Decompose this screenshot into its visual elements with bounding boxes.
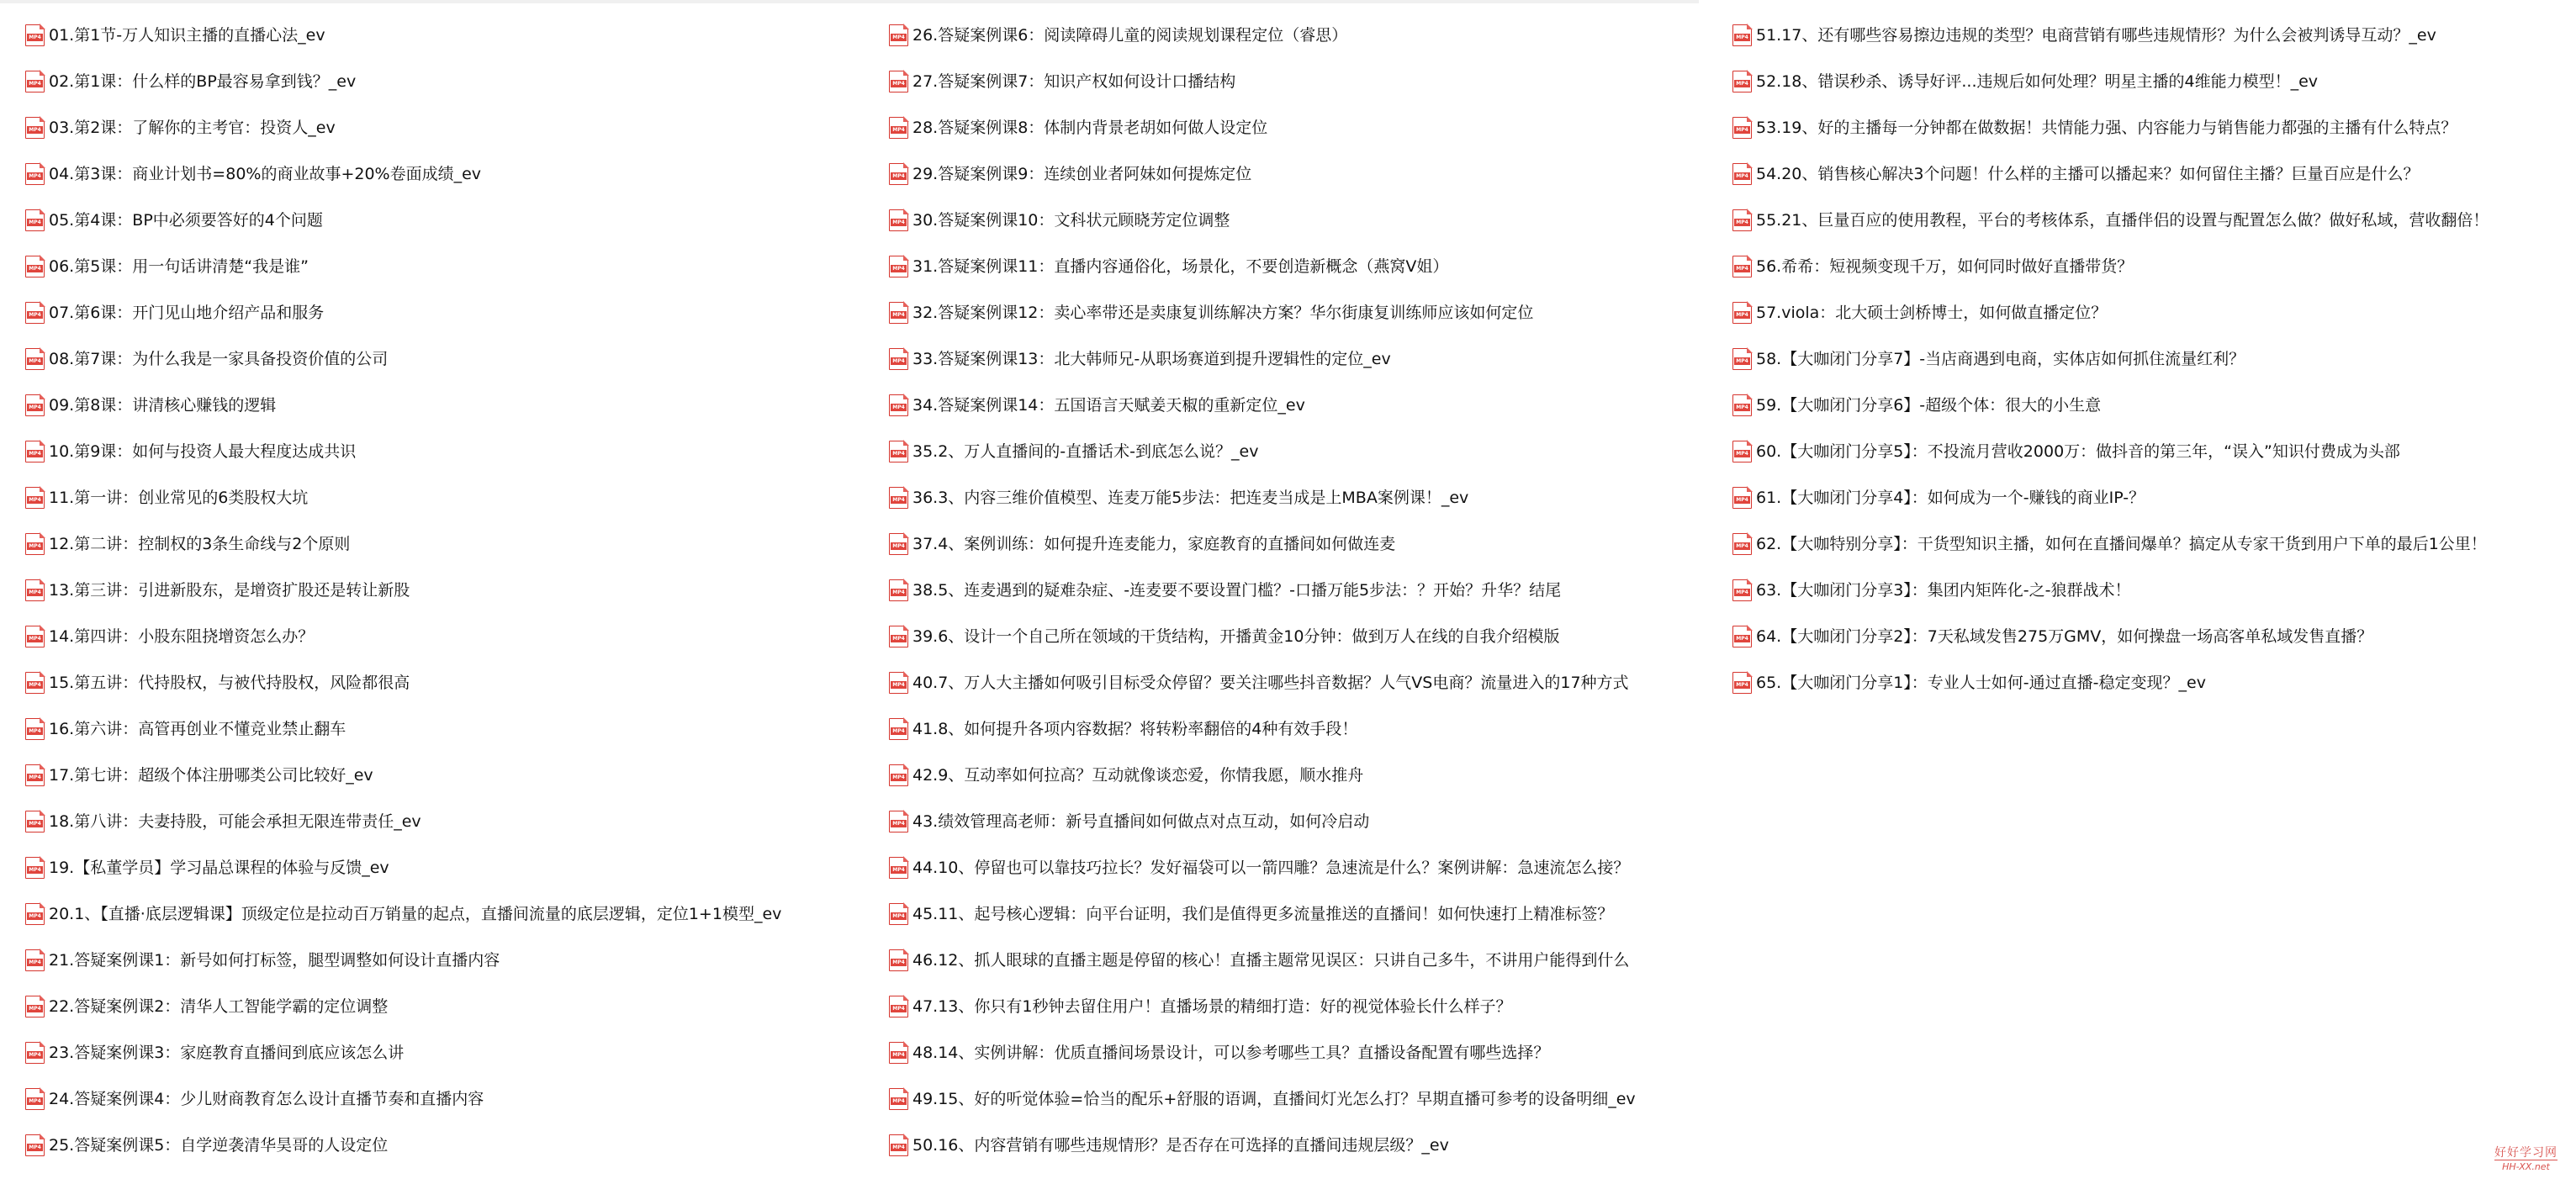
- file-name: 35.2、万人直播间的-直播话术-到底怎么说？_ev: [912, 441, 1259, 461]
- file-item[interactable]: [889, 474, 1636, 521]
- file-type-badge: MP4: [891, 1097, 907, 1105]
- video-file-icon: [25, 302, 45, 324]
- file-item[interactable]: [25, 659, 781, 706]
- file-name: 09.第8课：讲清核心赚钱的逻辑: [49, 395, 277, 415]
- video-file-icon: [1732, 24, 1752, 46]
- file-name: 18.第八讲：夫妻持股，可能会承担无限连带责任_ev: [49, 811, 421, 831]
- file-name: 51.17、还有哪些容易擦边违规的类型？电商营销有哪些违规情形？为什么会被判诱导互动？_ev: [1756, 25, 2436, 45]
- video-file-icon: [1732, 163, 1752, 185]
- file-type-badge: MP4: [27, 496, 43, 504]
- file-item[interactable]: [25, 983, 781, 1029]
- video-file-icon: [25, 163, 45, 185]
- file-name: 33.答疑案例课13：北大韩师兄-从职场赛道到提升逻辑性的定位_ev: [912, 349, 1391, 368]
- file-item[interactable]: [1732, 474, 2489, 521]
- file-type-badge: MP4: [27, 450, 43, 457]
- file-item[interactable]: [1732, 289, 2489, 336]
- file-type-badge: MP4: [27, 80, 43, 87]
- file-name: 23.答疑案例课3：家庭教育直播间到底应该怎么讲: [49, 1043, 405, 1062]
- video-file-icon: [889, 857, 908, 879]
- file-name: 56.希希：短视频变现千万，如何同时做好直播带货？: [1756, 256, 2134, 276]
- file-name: 25.答疑案例课5：自学逆袭清华昊哥的人设定位: [49, 1135, 389, 1155]
- file-name: 13.第三讲：引进新股东，是增资扩股还是转让新股: [49, 580, 410, 600]
- file-name: 42.9、互动率如何拉高？互动就像谈恋爱，你情我愿，顺水推舟: [912, 765, 1364, 785]
- file-name: 58.【大咖闭门分享7】-当店商遇到电商，实体店如何抓住流量红利？: [1756, 349, 2245, 368]
- video-file-icon: [25, 996, 45, 1018]
- video-file-icon: [1732, 579, 1752, 601]
- video-file-icon: [25, 117, 45, 139]
- file-type-badge: MP4: [27, 311, 43, 319]
- file-item[interactable]: [1732, 567, 2489, 613]
- file-item[interactable]: [25, 1029, 781, 1076]
- file-name: 64.【大咖闭门分享2】：7天私域发售275万GMV，如何操盘一场高客单私域发售直播？: [1756, 626, 2373, 646]
- file-item[interactable]: [1732, 428, 2489, 474]
- file-name: 28.答疑案例课8：体制内背景老胡如何做人设定位: [912, 118, 1268, 137]
- file-type-badge: MP4: [27, 542, 43, 550]
- file-item[interactable]: [25, 844, 781, 891]
- video-file-icon: [1732, 348, 1752, 370]
- file-type-badge: MP4: [27, 912, 43, 920]
- file-name: 53.19、好的主播每一分钟都在做数据！共情能力强、内容能力与销售能力都强的主播有什么特点？: [1756, 118, 2457, 137]
- file-type-badge: MP4: [891, 450, 907, 457]
- file-name: 45.11、起号核心逻辑：向平台证明，我们是值得更多流量推送的直播间！如何快速打上精准标签？: [912, 904, 1614, 923]
- file-name: 48.14、实例讲解：优质直播间场景设计，可以参考哪些工具？直播设备配置有哪些选择？: [912, 1043, 1550, 1062]
- file-item[interactable]: [25, 706, 781, 752]
- file-item[interactable]: [889, 12, 1636, 58]
- file-type-badge: MP4: [27, 219, 43, 226]
- video-file-icon: [1732, 626, 1752, 648]
- file-name: 40.7、万人大主播如何吸引目标受众停留？要关注哪些抖音数据？人气VS电商？流量进入的17种方式: [912, 673, 1629, 692]
- video-file-icon: [1732, 487, 1752, 509]
- video-file-icon: [889, 903, 908, 925]
- video-file-icon: [25, 487, 45, 509]
- video-file-icon: [25, 1134, 45, 1156]
- video-file-icon: [1732, 441, 1752, 462]
- file-type-badge: MP4: [1734, 635, 1750, 642]
- file-type-badge: MP4: [1734, 265, 1750, 272]
- file-type-badge: MP4: [1734, 172, 1750, 180]
- file-type-badge: MP4: [891, 496, 907, 504]
- file-name: 32.答疑案例课12：卖心率带还是卖康复训练解决方案？华尔街康复训练师应该如何定位: [912, 303, 1534, 322]
- video-file-icon: [1732, 71, 1752, 92]
- file-type-badge: MP4: [27, 727, 43, 735]
- video-file-icon: [889, 1042, 908, 1064]
- video-file-icon: [1732, 256, 1752, 278]
- file-type-badge: MP4: [891, 126, 907, 134]
- watermark-site-name: 好好学习网: [2494, 1146, 2557, 1160]
- file-type-badge: MP4: [891, 774, 907, 781]
- file-name: 27.答疑案例课7：知识产权如何设计口播结构: [912, 71, 1236, 91]
- file-type-badge: MP4: [891, 727, 907, 735]
- file-item[interactable]: [889, 983, 1636, 1029]
- video-file-icon: [25, 394, 45, 416]
- file-type-badge: MP4: [1734, 311, 1750, 319]
- video-file-icon: [1732, 672, 1752, 694]
- video-file-icon: [889, 1134, 908, 1156]
- file-item[interactable]: [889, 382, 1636, 428]
- file-item[interactable]: [1732, 151, 2489, 197]
- file-type-badge: MP4: [891, 357, 907, 365]
- file-item[interactable]: [1732, 12, 2489, 58]
- file-name: 43.绩效管理高老师：新号直播间如何做点对点互动，如何冷启动: [912, 811, 1370, 831]
- video-file-icon: [889, 209, 908, 231]
- file-name: 17.第七讲：超级个体注册哪类公司比较好_ev: [49, 765, 373, 785]
- video-file-icon: [25, 626, 45, 648]
- file-type-badge: MP4: [891, 589, 907, 596]
- file-item[interactable]: [889, 521, 1636, 567]
- file-item[interactable]: [889, 104, 1636, 151]
- file-item[interactable]: [25, 798, 781, 844]
- file-item[interactable]: [889, 336, 1636, 382]
- file-name: 02.第1课：什么样的BP最容易拿到钱？_ev: [49, 71, 357, 91]
- file-name: 62.【大咖特别分享】：干货型知识主播，如何在直播间爆单？搞定从专家干货到用户下单的最后1公里！: [1756, 534, 2487, 553]
- file-type-badge: MP4: [891, 34, 907, 41]
- file-type-badge: MP4: [891, 265, 907, 272]
- file-name: 52.18、错误秒杀、诱导好评...违规后如何处理？明星主播的4维能力模型！_ev: [1756, 71, 2319, 91]
- file-item[interactable]: [1732, 104, 2489, 151]
- file-name: 31.答疑案例课11：直播内容通俗化，场景化，不要创造新概念（燕窝V姐）: [912, 256, 1449, 276]
- file-type-badge: MP4: [27, 1097, 43, 1105]
- video-file-icon: [25, 579, 45, 601]
- file-type-badge: MP4: [1734, 542, 1750, 550]
- file-item[interactable]: [889, 151, 1636, 197]
- video-file-icon: [889, 764, 908, 786]
- file-name: 54.20、销售核心解决3个问题！什么样的主播可以播起来？如何留住主播？巨量百应是什么？: [1756, 164, 2420, 183]
- file-name: 14.第四讲：小股东阻挠增资怎么办？: [49, 626, 315, 646]
- file-item[interactable]: [889, 659, 1636, 706]
- file-type-badge: MP4: [891, 635, 907, 642]
- file-type-badge: MP4: [891, 172, 907, 180]
- file-name: 26.答疑案例课6：阅读障碍儿童的阅读规划课程定位（睿思）: [912, 25, 1348, 45]
- file-name: 30.答疑案例课10：文科状元顾晓芳定位调整: [912, 210, 1230, 230]
- video-file-icon: [889, 163, 908, 185]
- file-name: 61.【大咖闭门分享4】：如何成为一个-赚钱的商业IP-？: [1756, 488, 2145, 507]
- file-item[interactable]: [25, 1122, 781, 1168]
- file-type-badge: MP4: [27, 126, 43, 134]
- file-item[interactable]: [889, 243, 1636, 289]
- file-name: 50.16、内容营销有哪些违规情形？是否存在可选择的直播间违规层级？_ev: [912, 1135, 1449, 1155]
- video-file-icon: [25, 764, 45, 786]
- file-name: 20.1、【直播·底层逻辑课】顶级定位是拉动百万销量的起点，直播间流量的底层逻辑，定位1+1模型_ev: [49, 904, 782, 923]
- file-name: 46.12、抓人眼球的直播主题是停留的核心！直播主题常见误区：只讲自己多牛，不讲用户能得到什么: [912, 950, 1630, 970]
- video-file-icon: [889, 348, 908, 370]
- file-item[interactable]: [1732, 659, 2489, 706]
- file-type-badge: MP4: [1734, 357, 1750, 365]
- file-item[interactable]: [25, 521, 781, 567]
- file-name: 06.第5课：用一句话讲清楚“我是谁”: [49, 256, 309, 276]
- file-item[interactable]: [889, 706, 1636, 752]
- video-file-icon: [889, 626, 908, 648]
- file-column-1: [25, 12, 781, 1168]
- file-type-badge: MP4: [27, 357, 43, 365]
- file-item[interactable]: [889, 613, 1636, 659]
- file-name: 63.【大咖闭门分享3】：集团内矩阵化-之-狼群战术！: [1756, 580, 2131, 600]
- file-item[interactable]: [889, 937, 1636, 983]
- file-type-badge: MP4: [891, 1051, 907, 1059]
- video-file-icon: [25, 1088, 45, 1110]
- video-file-icon: [889, 487, 908, 509]
- file-type-badge: MP4: [27, 589, 43, 596]
- file-name: 24.答疑案例课4：少儿财商教育怎么设计直播节奏和直播内容: [49, 1089, 484, 1108]
- file-type-badge: MP4: [27, 774, 43, 781]
- file-name: 49.15、好的听觉体验=恰当的配乐+舒服的语调，直播间灯光怎么打？早期直播可参考的设备明细_ev: [912, 1089, 1636, 1108]
- file-item[interactable]: [25, 58, 781, 104]
- file-type-badge: MP4: [27, 866, 43, 874]
- file-type-badge: MP4: [27, 404, 43, 411]
- file-name: 08.第7课：为什么我是一家具备投资价值的公司: [49, 349, 389, 368]
- file-item[interactable]: [25, 937, 781, 983]
- file-item[interactable]: [1732, 58, 2489, 104]
- file-item[interactable]: [889, 752, 1636, 798]
- file-item[interactable]: [889, 428, 1636, 474]
- video-file-icon: [889, 579, 908, 601]
- file-name: 57.viola：北大硕士剑桥博士，如何做直播定位？: [1756, 303, 2108, 322]
- file-name: 65.【大咖闭门分享1】：专业人士如何-通过直播-稳定变现？_ev: [1756, 673, 2206, 692]
- file-name: 38.5、连麦遇到的疑难杂症、-连麦要不要设置门槛？-口播万能5步法：？开始？升华？结尾: [912, 580, 1562, 600]
- video-file-icon: [889, 996, 908, 1018]
- video-file-icon: [25, 857, 45, 879]
- file-type-badge: MP4: [1734, 450, 1750, 457]
- video-file-icon: [889, 302, 908, 324]
- file-item[interactable]: [889, 1122, 1636, 1168]
- file-name: 21.答疑案例课1：新号如何打标签，腿型调整如何设计直播内容: [49, 950, 500, 970]
- file-type-badge: MP4: [1734, 589, 1750, 596]
- video-file-icon: [889, 441, 908, 462]
- file-item[interactable]: [1732, 521, 2489, 567]
- file-item[interactable]: [889, 1029, 1636, 1076]
- file-item[interactable]: [25, 891, 781, 937]
- file-type-badge: MP4: [891, 542, 907, 550]
- video-file-icon: [889, 71, 908, 92]
- video-file-icon: [25, 441, 45, 462]
- file-type-badge: MP4: [891, 404, 907, 411]
- video-file-icon: [25, 348, 45, 370]
- file-item[interactable]: [25, 289, 781, 336]
- video-file-icon: [25, 71, 45, 92]
- file-type-badge: MP4: [891, 912, 907, 920]
- file-item[interactable]: [25, 12, 781, 58]
- file-name: 15.第五讲：代持股权，与被代持股权，风险都很高: [49, 673, 410, 692]
- file-item[interactable]: [889, 197, 1636, 243]
- file-name: 39.6、设计一个自己所在领域的干货结构，开播黄金10分钟：做到万人在线的自我介绍模版: [912, 626, 1560, 646]
- file-type-badge: MP4: [27, 34, 43, 41]
- file-type-badge: MP4: [27, 265, 43, 272]
- file-name: 05.第4课：BP中必须要答好的4个问题: [49, 210, 323, 230]
- file-item[interactable]: [25, 104, 781, 151]
- video-file-icon: [889, 672, 908, 694]
- file-name: 44.10、停留也可以靠技巧拉长？发好福袋可以一箭四雕？急速流是什么？案例讲解：急速流怎么接？: [912, 858, 1630, 877]
- video-file-icon: [1732, 394, 1752, 416]
- file-type-badge: MP4: [27, 172, 43, 180]
- video-file-icon: [889, 394, 908, 416]
- file-item[interactable]: [25, 151, 781, 197]
- video-file-icon: [25, 1042, 45, 1064]
- file-name: 37.4、案例训练：如何提升连麦能力，家庭教育的直播间如何做连麦: [912, 534, 1396, 553]
- file-item[interactable]: [889, 798, 1636, 844]
- file-name: 01.第1节-万人知识主播的直播心法_ev: [49, 25, 325, 45]
- video-file-icon: [25, 256, 45, 278]
- file-name: 34.答疑案例课14：五国语言天赋姜天椒的重新定位_ev: [912, 395, 1305, 415]
- file-name: 10.第9课：如何与投资人最大程度达成共识: [49, 441, 357, 461]
- video-file-icon: [889, 256, 908, 278]
- file-type-badge: MP4: [891, 820, 907, 827]
- video-file-icon: [25, 209, 45, 231]
- file-item[interactable]: [889, 567, 1636, 613]
- file-type-badge: MP4: [891, 219, 907, 226]
- file-item[interactable]: [889, 891, 1636, 937]
- video-file-icon: [889, 811, 908, 832]
- video-file-icon: [889, 718, 908, 740]
- file-type-badge: MP4: [891, 866, 907, 874]
- file-type-badge: MP4: [27, 635, 43, 642]
- file-item[interactable]: [1732, 336, 2489, 382]
- file-type-badge: MP4: [1734, 34, 1750, 41]
- watermark-site-url: HH-XX.net: [2494, 1160, 2557, 1174]
- file-type-badge: MP4: [1734, 496, 1750, 504]
- file-item[interactable]: [889, 844, 1636, 891]
- video-file-icon: [25, 672, 45, 694]
- video-file-icon: [889, 533, 908, 555]
- file-type-badge: MP4: [1734, 80, 1750, 87]
- video-file-icon: [1732, 209, 1752, 231]
- file-type-badge: MP4: [27, 1005, 43, 1012]
- file-name: 60.【大咖闭门分享5】：不投流月营收2000万：做抖音的第三年，“误入”知识付费成为头部: [1756, 441, 2400, 461]
- video-file-icon: [889, 949, 908, 971]
- video-file-icon: [1732, 302, 1752, 324]
- site-watermark: [2494, 1146, 2557, 1174]
- file-name: 59.【大咖闭门分享6】-超级个体：很大的小生意: [1756, 395, 2102, 415]
- file-type-badge: MP4: [27, 959, 43, 966]
- file-name: 03.第2课：了解你的主考官：投资人_ev: [49, 118, 336, 137]
- file-item[interactable]: [1732, 197, 2489, 243]
- file-type-badge: MP4: [1734, 404, 1750, 411]
- file-type-badge: MP4: [27, 1051, 43, 1059]
- video-file-icon: [889, 117, 908, 139]
- file-name: 11.第一讲：创业常见的6类股权大坑: [49, 488, 309, 507]
- file-name: 36.3、内容三维价值模型、连麦万能5步法：把连麦当成是上MBA案例课！_ev: [912, 488, 1469, 507]
- file-name: 55.21、巨量百应的使用教程，平台的考核体系，直播伴侣的设置与配置怎么做？做好私域，营收翻倍！: [1756, 210, 2489, 230]
- file-type-badge: MP4: [891, 1005, 907, 1012]
- file-name: 19.【私董学员】学习晶总课程的体验与反馈_ev: [49, 858, 389, 877]
- file-item[interactable]: [1732, 243, 2489, 289]
- file-item[interactable]: [25, 428, 781, 474]
- file-item[interactable]: [25, 1076, 781, 1122]
- video-file-icon: [25, 949, 45, 971]
- file-column-2: [889, 12, 1636, 1168]
- file-item[interactable]: [1732, 382, 2489, 428]
- video-file-icon: [25, 24, 45, 46]
- file-item[interactable]: [1732, 613, 2489, 659]
- video-file-icon: [889, 24, 908, 46]
- file-type-badge: MP4: [891, 1144, 907, 1151]
- file-item[interactable]: [889, 289, 1636, 336]
- video-file-icon: [889, 1088, 908, 1110]
- file-type-badge: MP4: [1734, 126, 1750, 134]
- file-item[interactable]: [889, 1076, 1636, 1122]
- file-item[interactable]: [889, 58, 1636, 104]
- file-name: 16.第六讲：高管再创业不懂竞业禁止翻车: [49, 719, 346, 738]
- file-type-badge: MP4: [27, 820, 43, 827]
- video-file-icon: [25, 903, 45, 925]
- video-file-icon: [25, 533, 45, 555]
- file-name: 12.第二讲：控制权的3条生命线与2个原则: [49, 534, 351, 553]
- file-type-badge: MP4: [27, 1144, 43, 1151]
- file-name: 07.第6课：开门见山地介绍产品和服务: [49, 303, 325, 322]
- file-name: 29.答疑案例课9：连续创业者阿妹如何提炼定位: [912, 164, 1252, 183]
- file-item[interactable]: [25, 197, 781, 243]
- file-item[interactable]: [25, 567, 781, 613]
- file-type-badge: MP4: [891, 311, 907, 319]
- file-item[interactable]: [25, 243, 781, 289]
- file-item[interactable]: [25, 613, 781, 659]
- file-item[interactable]: [25, 474, 781, 521]
- file-type-badge: MP4: [1734, 219, 1750, 226]
- file-item[interactable]: [25, 336, 781, 382]
- file-item[interactable]: [25, 382, 781, 428]
- file-type-badge: MP4: [27, 681, 43, 689]
- file-type-badge: MP4: [891, 80, 907, 87]
- file-name: 04.第3课：商业计划书=80%的商业故事+20%卷面成绩_ev: [49, 164, 482, 183]
- file-type-badge: MP4: [891, 959, 907, 966]
- file-name: 47.13、你只有1秒钟去留住用户！直播场景的精细打造：好的视觉体验长什么样子？: [912, 996, 1512, 1016]
- video-file-icon: [25, 811, 45, 832]
- video-file-icon: [1732, 533, 1752, 555]
- file-name: 41.8、如何提升各项内容数据？将转粉率翻倍的4种有效手段！: [912, 719, 1358, 738]
- video-file-icon: [1732, 117, 1752, 139]
- top-divider: [0, 0, 1699, 3]
- file-item[interactable]: [25, 752, 781, 798]
- file-type-badge: MP4: [1734, 681, 1750, 689]
- video-file-icon: [25, 718, 45, 740]
- file-column-3: [1732, 12, 2489, 706]
- file-type-badge: MP4: [891, 681, 907, 689]
- file-name: 22.答疑案例课2：清华人工智能学霸的定位调整: [49, 996, 389, 1016]
